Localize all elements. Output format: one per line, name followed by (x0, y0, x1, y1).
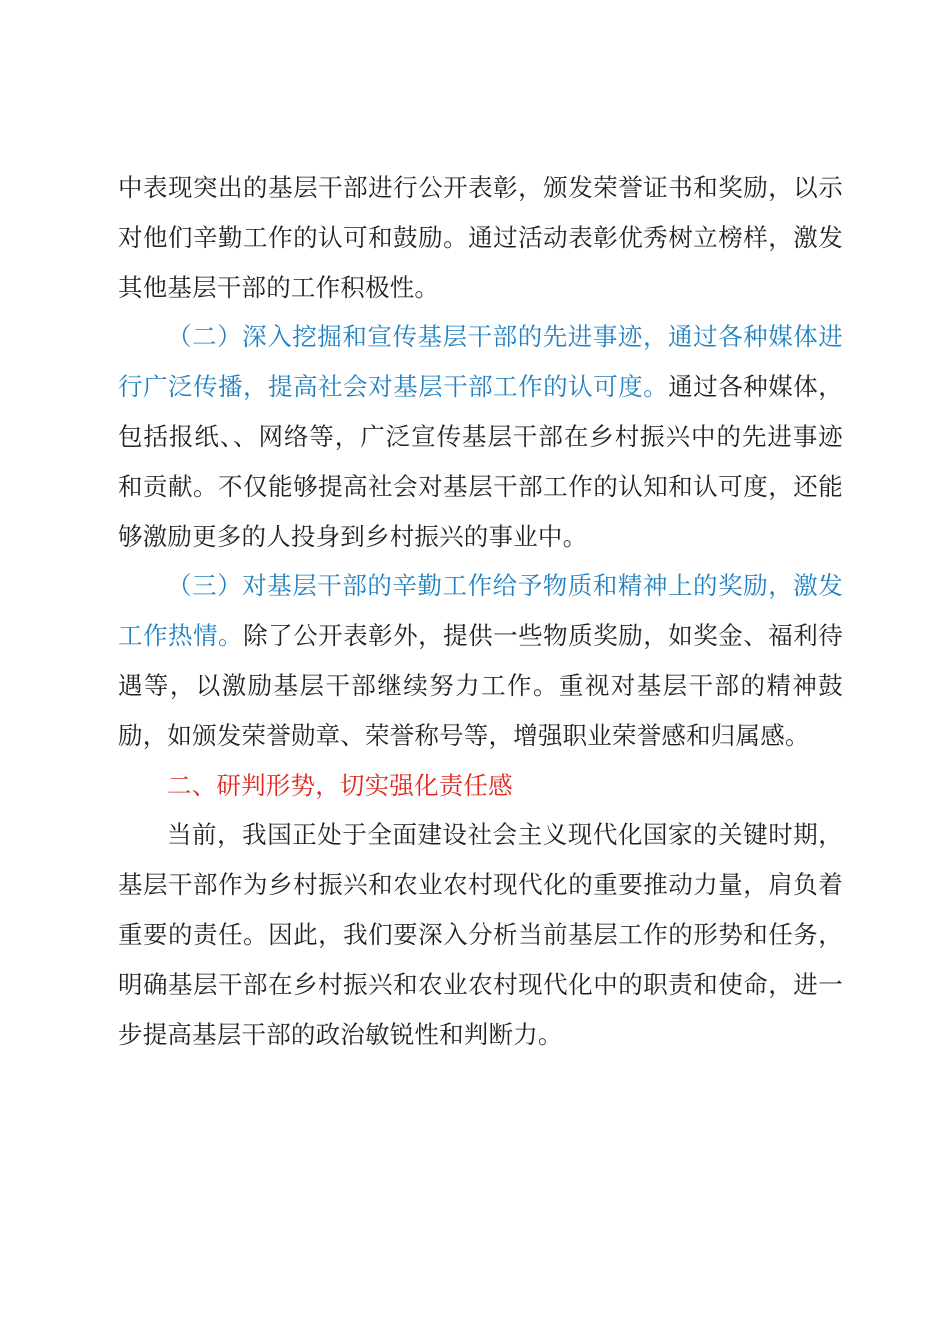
paragraph-text: 除了公开表彰外，提供一些物质奖励，如奖金、福利待遇等，以激励基层干部继续努力工作。重视对基层干部的精神鼓励，如颁发荣誉勋章、荣誉称号等，增强职业荣誉感和归属感。 (118, 621, 843, 750)
paragraph-commendation (118, 163, 843, 312)
document-body (118, 163, 843, 1059)
paragraph-text: 当前，我国正处于全面建设社会主义现代化国家的关键时期，基层干部作为乡村振兴和农业农村现代化的重要推动力量，肩负着重要的责任。因此，我们要深入分析当前基层工作的形势和任务，明确基层干部在乡村振兴和农业农村现代化中的职责和使命，进一步提高基层干部的政治敏锐性和判断力。 (118, 820, 843, 1049)
paragraph-situation (118, 810, 843, 1059)
section-heading: 二、研判形势，切实强化责任感 (167, 770, 513, 800)
subheading-rewards: （三）对基层干部的辛勤工作给予物质和精神上的奖励，激发工作热情。 (118, 571, 843, 651)
paragraph-text: 通过各种媒体，包括报纸、、网络等，广泛宣传基层干部在乡村振兴中的先进事迹和贡献。不仅能够提高社会对基层干部工作的认知和认可度，还能够激励更多的人投身到乡村振兴的事业中。 (118, 372, 843, 551)
paragraph-publicity (118, 312, 843, 561)
paragraph-text: 中表现突出的基层干部进行公开表彰，颁发荣誉证书和奖励，以示对他们辛勤工作的认可和鼓励。通过活动表彰优秀树立榜样，激发其他基层干部的工作积极性。 (118, 173, 843, 302)
paragraph-rewards (118, 561, 843, 760)
subheading-publicity: （二）深入挖掘和宣传基层干部的先进事迹，通过各种媒体进行广泛传播，提高社会对基层干部工作的认可度。 (118, 322, 843, 402)
